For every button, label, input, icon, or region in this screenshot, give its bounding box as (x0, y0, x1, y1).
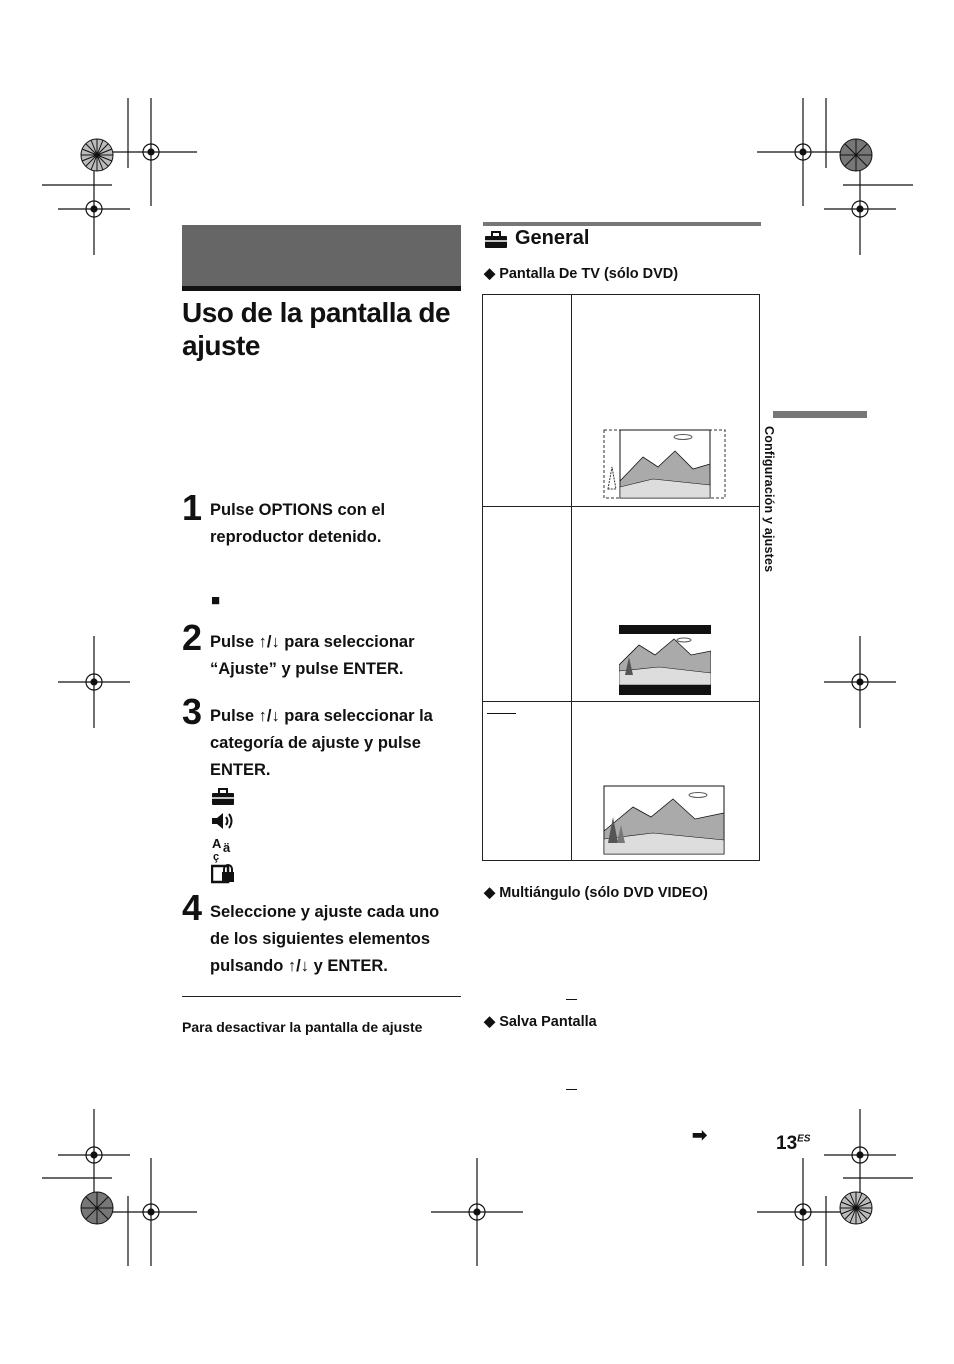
step-number-3: 3 (182, 691, 203, 732)
item-label: Multiángulo (sólo DVD VIDEO) (499, 885, 708, 901)
category-icons (211, 788, 237, 884)
bullet-icon: ◆ (484, 1014, 496, 1030)
divider (182, 996, 461, 997)
tv-screen-options-table (482, 294, 760, 861)
section-rule (483, 222, 761, 226)
item-salva-pantalla (484, 1014, 597, 1030)
section-title: General (515, 227, 590, 249)
page-number (776, 1133, 810, 1155)
note-heading: Para desactivar la pantalla de ajuste (182, 1019, 423, 1035)
svg-text:ä: ä (223, 840, 231, 855)
step-text-3: Pulse ↑/↓ para seleccionar la categoría de ajuste y pulse ENTER. (210, 707, 433, 779)
table-row-divider (483, 506, 759, 507)
audio-speaker-icon (212, 813, 232, 829)
parental-lock-icon (212, 865, 234, 882)
side-tab-label: Configuración y ajustes (762, 426, 776, 573)
step-number-4: 4 (182, 887, 203, 928)
bullet-icon: ◆ (484, 885, 496, 901)
stop-symbol: ■ (211, 592, 221, 609)
page-title: Uso de la pantalla de ajuste (182, 297, 451, 361)
language-icon (212, 836, 231, 863)
dash-mark (566, 999, 577, 1000)
table-row-divider (483, 701, 759, 702)
header-rule (182, 286, 461, 291)
side-tab-bar (773, 411, 867, 418)
step-text-2: Pulse ↑/↓ para seleccionar “Ajuste” y pulse ENTER. (210, 633, 415, 678)
dash-mark (566, 1089, 577, 1090)
step-number-2: 2 (182, 617, 203, 658)
item-label: Salva Pantalla (499, 1014, 597, 1030)
item-label: Pantalla De TV (sólo DVD) (499, 266, 679, 282)
svg-text:A: A (212, 836, 222, 851)
tv-illustration-3 (603, 785, 727, 857)
page-number-value: 13 (776, 1133, 798, 1154)
item-multiangulo (484, 885, 708, 901)
bullet-icon: ◆ (484, 266, 496, 282)
svg-text:ç: ç (213, 851, 220, 863)
table-column-divider (571, 295, 572, 860)
header-bar (182, 225, 461, 287)
tv-illustration-1 (603, 429, 727, 501)
general-toolbox-icon (212, 789, 234, 805)
row-underline (487, 713, 516, 714)
step-text-1: Pulse OPTIONS con el reproductor detenido. (210, 501, 386, 546)
page-number-suffix: ES (797, 1133, 811, 1145)
item-pantalla-de-tv (484, 266, 678, 282)
step-number-1: 1 (182, 487, 203, 528)
general-toolbox-icon (484, 231, 510, 249)
continue-arrow-icon: ➡ (692, 1125, 708, 1145)
step-text-4: Seleccione y ajuste cada uno de los siguientes elementos pulsando ↑/↓ y ENTER. (210, 903, 440, 975)
tv-illustration-2 (619, 625, 711, 695)
